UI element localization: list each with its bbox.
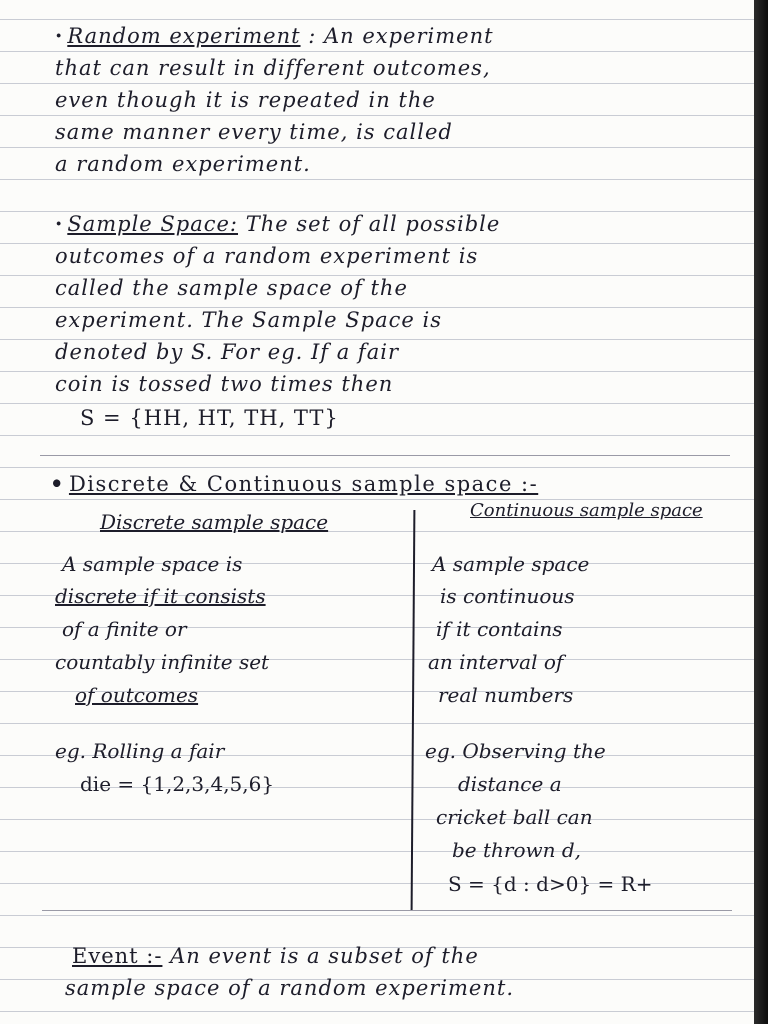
sample-space-text-1: The set of all possible <box>245 212 501 236</box>
sample-space-line-1 <box>55 208 735 240</box>
discrete-column-title: Discrete sample space <box>100 510 329 534</box>
bullet: • <box>50 471 65 496</box>
discrete-line-5: of outcomes <box>75 683 199 707</box>
continuous-line-5: real numbers <box>438 683 574 707</box>
discrete-example-2: die = {1,2,3,4,5,6} <box>80 772 275 796</box>
continuous-example-1: eg. Observing the <box>425 739 606 763</box>
event-line-1 <box>72 940 752 972</box>
discrete-line-3: of a finite or <box>62 617 187 641</box>
discrete-example-1: eg. Rolling a fair <box>55 739 225 763</box>
section-divider <box>42 910 732 911</box>
discrete-continuous-heading: Discrete & Continuous sample space :- <box>68 472 539 496</box>
sample-space-line-4: experiment. The Sample Space is <box>55 308 442 332</box>
sample-space-term: Sample Space: <box>67 212 239 236</box>
random-experiment-line-2: that can result in different outcomes, <box>55 56 491 80</box>
bullet: · <box>55 211 64 236</box>
discrete-line-2: discrete if it consists <box>55 584 266 608</box>
sample-space-line-5: denoted by S. For eg. If a fair <box>55 340 399 364</box>
random-experiment-line-4: same manner every time, is called <box>55 120 453 144</box>
event-term: Event :- <box>72 944 163 968</box>
page-edge <box>754 0 768 1024</box>
sample-space-line-3: called the sample space of the <box>55 276 408 300</box>
continuous-example-2: distance a <box>458 772 562 796</box>
discrete-continuous-heading-line <box>50 468 730 500</box>
section-divider <box>40 455 730 456</box>
event-line-2: sample space of a random experiment. <box>65 976 514 1000</box>
random-experiment-text-1: An experiment <box>323 24 494 48</box>
event-text-1: An event is a subset of the <box>170 944 479 968</box>
continuous-column-title: Continuous sample space <box>470 500 703 521</box>
continuous-example-3: cricket ball can <box>436 805 593 829</box>
continuous-line-3: if it contains <box>436 617 563 641</box>
sample-space-line-6: coin is tossed two times then <box>55 372 394 396</box>
continuous-line-4: an interval of <box>428 650 564 674</box>
bullet: · <box>55 23 64 48</box>
continuous-example-4: be thrown d, <box>452 838 582 862</box>
discrete-line-4: countably infinite set <box>55 650 270 674</box>
discrete-line-1: A sample space is <box>62 552 243 576</box>
sample-space-set: S = {HH, HT, TH, TT} <box>80 406 339 430</box>
random-experiment-line-1: · Random experiment : An experiment <box>55 23 494 48</box>
column-divider <box>411 510 416 910</box>
random-experiment-line-5: a random experiment. <box>55 152 311 176</box>
sample-space-line-2: outcomes of a random experiment is <box>55 244 479 268</box>
continuous-example-5: S = {d : d>0} = R+ <box>448 872 653 896</box>
random-experiment-line-3: even though it is repeated in the <box>55 88 436 112</box>
random-experiment-term: Random experiment <box>67 24 301 48</box>
continuous-line-1: A sample space <box>432 552 590 576</box>
continuous-line-2: is continuous <box>440 584 575 608</box>
